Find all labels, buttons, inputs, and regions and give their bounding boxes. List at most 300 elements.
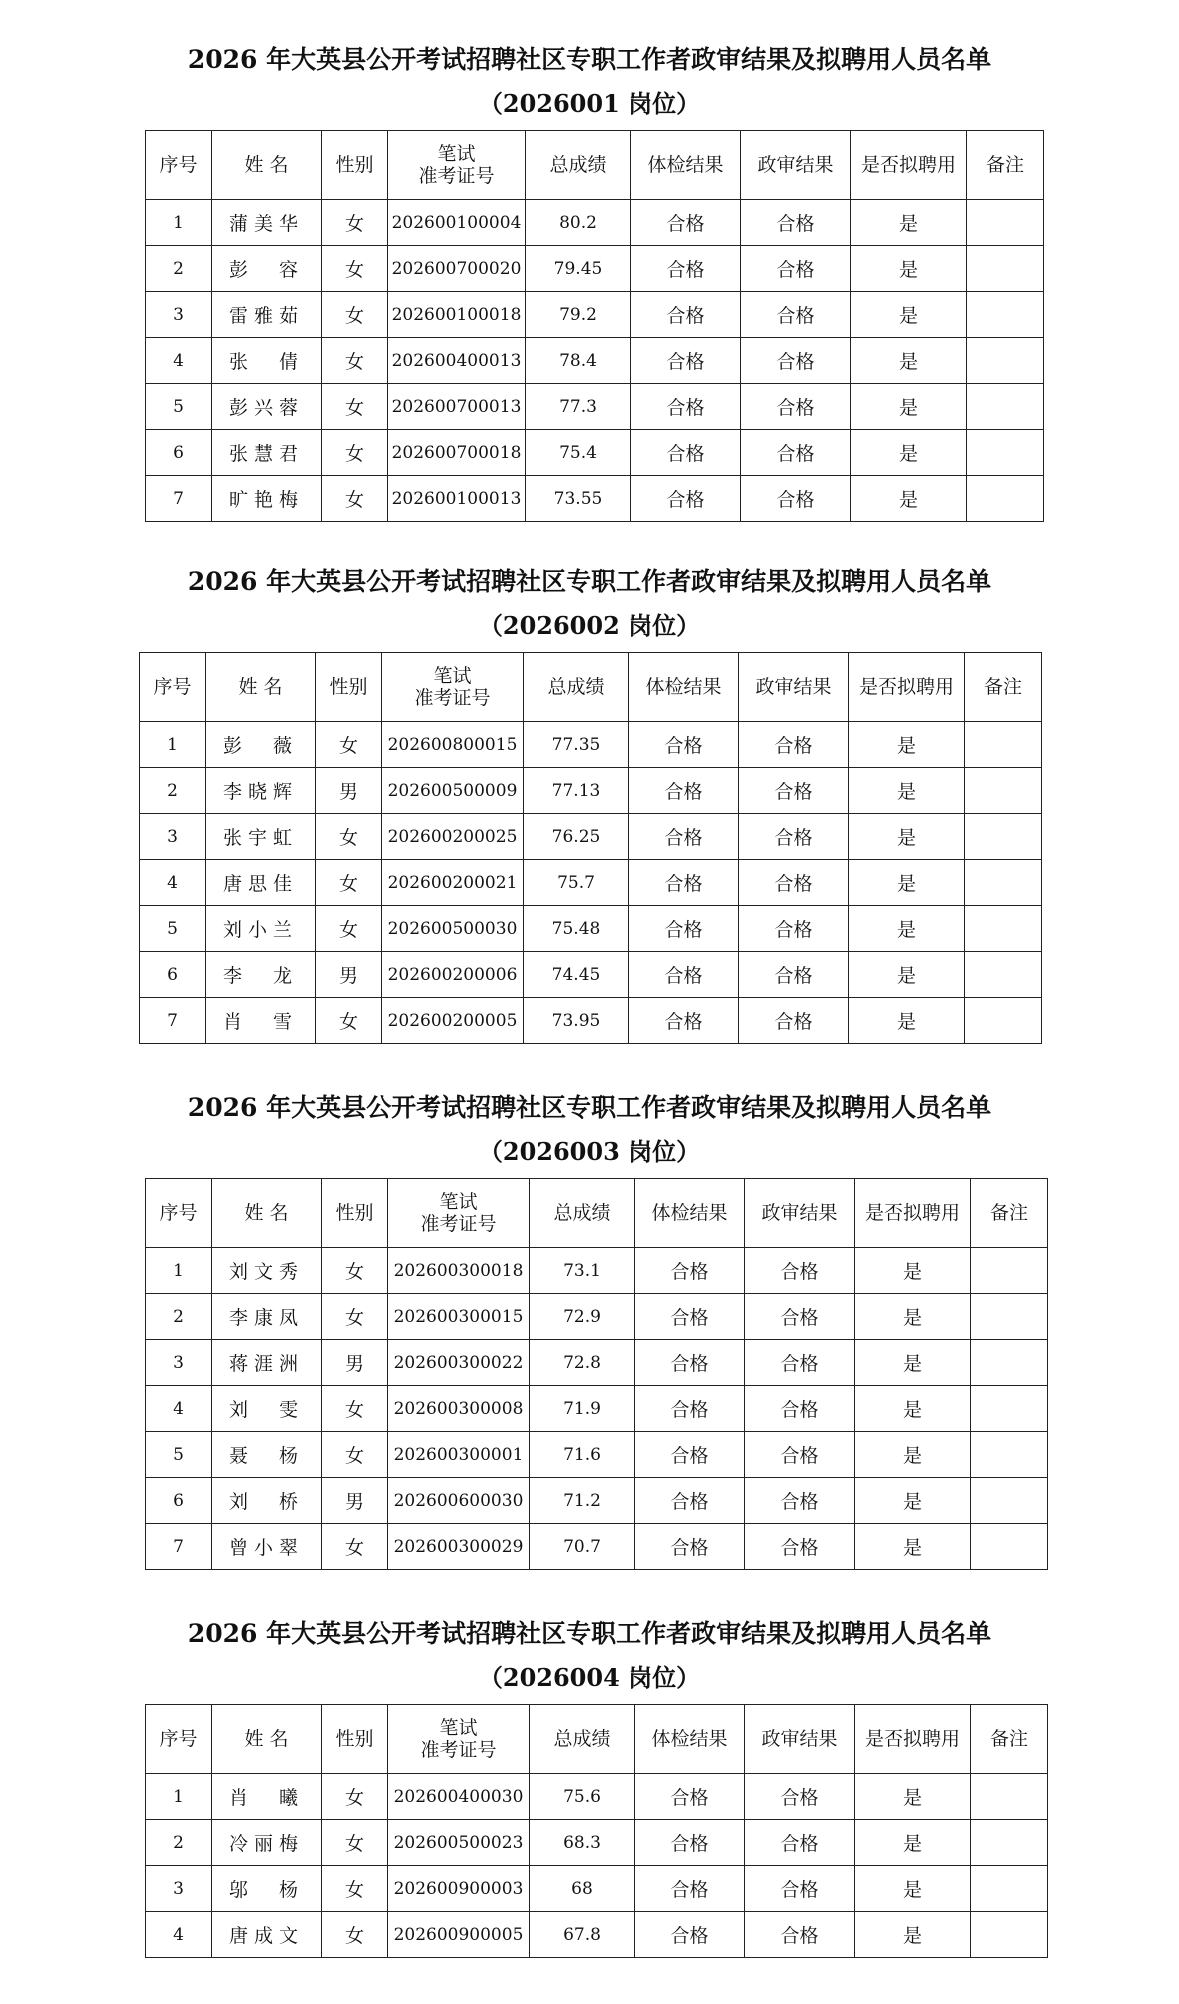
score-cell: 73.95 <box>524 998 629 1044</box>
header-seq: 序号 <box>146 1179 212 1248</box>
physical-result-cell: 合格 <box>631 246 741 292</box>
header-gender: 性别 <box>316 653 382 722</box>
header-seq: 序号 <box>146 1705 212 1774</box>
score-cell: 73.1 <box>530 1248 635 1294</box>
seq-cell: 2 <box>146 1820 212 1866</box>
section-subtitle: （2026002 岗位） <box>478 611 701 640</box>
name-cell: 刘 雯 <box>212 1386 322 1432</box>
header-exam-id <box>388 1705 530 1774</box>
name-cell: 蒲美华 <box>212 200 322 246</box>
physical-result-cell: 合格 <box>635 1912 745 1958</box>
header-name: 姓 名 <box>212 1179 322 1248</box>
seq-cell: 4 <box>146 338 212 384</box>
score-cell: 77.13 <box>524 768 629 814</box>
header-exam-id <box>382 653 524 722</box>
header-name: 姓 名 <box>206 653 316 722</box>
remark-cell <box>967 292 1044 338</box>
seq-cell: 2 <box>146 246 212 292</box>
physical-result-cell: 合格 <box>629 860 739 906</box>
table-row <box>140 906 1042 952</box>
score-cell: 72.9 <box>530 1294 635 1340</box>
header-score: 总成绩 <box>530 1179 635 1248</box>
header-gender: 性别 <box>322 1705 388 1774</box>
score-cell: 71.6 <box>530 1432 635 1478</box>
gender-cell: 女 <box>322 1774 388 1820</box>
header-political: 政审结果 <box>741 131 851 200</box>
results-table <box>139 652 1042 1044</box>
table-row <box>146 1478 1048 1524</box>
seq-cell: 5 <box>140 906 206 952</box>
political-result-cell: 合格 <box>739 814 849 860</box>
political-result-cell: 合格 <box>745 1248 855 1294</box>
score-cell: 67.8 <box>530 1912 635 1958</box>
physical-result-cell: 合格 <box>631 430 741 476</box>
physical-result-cell: 合格 <box>631 200 741 246</box>
physical-result-cell: 合格 <box>631 292 741 338</box>
gender-cell: 女 <box>322 338 388 384</box>
table-row <box>146 246 1044 292</box>
header-name: 姓 名 <box>212 131 322 200</box>
hire-cell: 是 <box>855 1386 971 1432</box>
table-row <box>146 384 1044 430</box>
hire-cell: 是 <box>849 906 965 952</box>
header-remark: 备注 <box>967 131 1044 200</box>
seq-cell: 2 <box>140 768 206 814</box>
hire-cell: 是 <box>851 200 967 246</box>
results-table <box>145 130 1044 522</box>
hire-cell: 是 <box>855 1340 971 1386</box>
physical-result-cell: 合格 <box>629 814 739 860</box>
name-cell: 邬 杨 <box>212 1866 322 1912</box>
table-row <box>140 860 1042 906</box>
score-cell: 75.7 <box>524 860 629 906</box>
hire-cell: 是 <box>855 1820 971 1866</box>
political-result-cell: 合格 <box>741 292 851 338</box>
hire-cell: 是 <box>849 860 965 906</box>
political-result-cell: 合格 <box>741 200 851 246</box>
gender-cell: 女 <box>322 246 388 292</box>
header-exam-line2: 准考证号 <box>420 1739 497 1761</box>
remark-cell <box>971 1866 1048 1912</box>
section-title: 2026 年大英县公开考试招聘社区专职工作者政审结果及拟聘用人员名单 <box>187 45 992 74</box>
physical-result-cell: 合格 <box>631 476 741 522</box>
exam-id-cell: 202600900005 <box>388 1912 530 1958</box>
header-remark: 备注 <box>971 1179 1048 1248</box>
physical-result-cell: 合格 <box>635 1524 745 1570</box>
gender-cell: 女 <box>322 1294 388 1340</box>
political-result-cell: 合格 <box>745 1524 855 1570</box>
physical-result-cell: 合格 <box>629 768 739 814</box>
exam-id-cell: 202600300029 <box>388 1524 530 1570</box>
exam-id-cell: 202600700020 <box>388 246 526 292</box>
name-cell: 雷雅茹 <box>212 292 322 338</box>
remark-cell <box>967 338 1044 384</box>
seq-cell: 1 <box>146 1248 212 1294</box>
remark-cell <box>971 1340 1048 1386</box>
header-row <box>140 653 1042 722</box>
score-cell: 77.3 <box>526 384 631 430</box>
table-row <box>140 722 1042 768</box>
political-result-cell: 合格 <box>745 1866 855 1912</box>
physical-result-cell: 合格 <box>629 722 739 768</box>
score-cell: 79.2 <box>526 292 631 338</box>
name-cell: 张 倩 <box>212 338 322 384</box>
table-row <box>146 1340 1048 1386</box>
header-exam-line1: 笔试 <box>439 1191 478 1213</box>
political-result-cell: 合格 <box>741 246 851 292</box>
physical-result-cell: 合格 <box>635 1478 745 1524</box>
header-political: 政审结果 <box>745 1179 855 1248</box>
physical-result-cell: 合格 <box>631 338 741 384</box>
header-score: 总成绩 <box>526 131 631 200</box>
section-title: 2026 年大英县公开考试招聘社区专职工作者政审结果及拟聘用人员名单 <box>187 1619 992 1648</box>
exam-id-cell: 202600700013 <box>388 384 526 430</box>
table-row <box>140 952 1042 998</box>
hire-cell: 是 <box>849 768 965 814</box>
section-subtitle: （2026003 岗位） <box>478 1137 701 1166</box>
score-cell: 71.2 <box>530 1478 635 1524</box>
remark-cell <box>971 1294 1048 1340</box>
header-score: 总成绩 <box>530 1705 635 1774</box>
hire-cell: 是 <box>849 814 965 860</box>
table-row <box>146 1524 1048 1570</box>
remark-cell <box>965 906 1042 952</box>
remark-cell <box>971 1820 1048 1866</box>
score-cell: 68 <box>530 1866 635 1912</box>
hire-cell: 是 <box>855 1248 971 1294</box>
header-physical: 体检结果 <box>629 653 739 722</box>
table-row <box>140 768 1042 814</box>
name-cell: 彭 容 <box>212 246 322 292</box>
results-table <box>145 1178 1048 1570</box>
table-row <box>146 1248 1048 1294</box>
table-row <box>146 200 1044 246</box>
gender-cell: 女 <box>322 430 388 476</box>
exam-id-cell: 202600100004 <box>388 200 526 246</box>
remark-cell <box>971 1912 1048 1958</box>
header-gender: 性别 <box>322 1179 388 1248</box>
physical-result-cell: 合格 <box>635 1774 745 1820</box>
remark-cell <box>971 1432 1048 1478</box>
results-table <box>145 1704 1048 1958</box>
score-cell: 72.8 <box>530 1340 635 1386</box>
name-cell: 肖 雪 <box>206 998 316 1044</box>
remark-cell <box>965 722 1042 768</box>
seq-cell: 6 <box>146 1478 212 1524</box>
header-gender: 性别 <box>322 131 388 200</box>
name-cell: 彭 薇 <box>206 722 316 768</box>
physical-result-cell: 合格 <box>629 952 739 998</box>
political-result-cell: 合格 <box>745 1912 855 1958</box>
exam-id-cell: 202600300001 <box>388 1432 530 1478</box>
political-result-cell: 合格 <box>745 1774 855 1820</box>
remark-cell <box>965 860 1042 906</box>
score-cell: 79.45 <box>526 246 631 292</box>
name-cell: 刘文秀 <box>212 1248 322 1294</box>
seq-cell: 7 <box>146 476 212 522</box>
hire-cell: 是 <box>849 998 965 1044</box>
seq-cell: 2 <box>146 1294 212 1340</box>
header-exam-line1: 笔试 <box>439 1717 478 1739</box>
header-seq: 序号 <box>146 131 212 200</box>
remark-cell <box>971 1386 1048 1432</box>
hire-cell: 是 <box>851 338 967 384</box>
section-subtitle: （2026004 岗位） <box>478 1663 701 1692</box>
exam-id-cell: 202600300022 <box>388 1340 530 1386</box>
score-cell: 71.9 <box>530 1386 635 1432</box>
score-cell: 75.4 <box>526 430 631 476</box>
name-cell: 冷丽梅 <box>212 1820 322 1866</box>
remark-cell <box>971 1774 1048 1820</box>
hire-cell: 是 <box>855 1524 971 1570</box>
name-cell: 张宇虹 <box>206 814 316 860</box>
header-physical: 体检结果 <box>631 131 741 200</box>
exam-id-cell: 202600500009 <box>382 768 524 814</box>
hire-cell: 是 <box>851 430 967 476</box>
physical-result-cell: 合格 <box>629 906 739 952</box>
seq-cell: 4 <box>140 860 206 906</box>
gender-cell: 女 <box>316 998 382 1044</box>
name-cell: 唐成文 <box>212 1912 322 1958</box>
exam-id-cell: 202600400030 <box>388 1774 530 1820</box>
header-hire: 是否拟聘用 <box>855 1705 971 1774</box>
political-result-cell: 合格 <box>745 1340 855 1386</box>
score-cell: 78.4 <box>526 338 631 384</box>
header-exam-line1: 笔试 <box>437 143 476 165</box>
hire-cell: 是 <box>855 1774 971 1820</box>
table-row <box>146 1820 1048 1866</box>
gender-cell: 女 <box>322 292 388 338</box>
gender-cell: 女 <box>322 1866 388 1912</box>
gender-cell: 男 <box>316 768 382 814</box>
physical-result-cell: 合格 <box>635 1340 745 1386</box>
political-result-cell: 合格 <box>739 722 849 768</box>
hire-cell: 是 <box>851 292 967 338</box>
physical-result-cell: 合格 <box>629 998 739 1044</box>
physical-result-cell: 合格 <box>635 1432 745 1478</box>
header-exam-line1: 笔试 <box>433 665 472 687</box>
gender-cell: 女 <box>322 1524 388 1570</box>
gender-cell: 男 <box>316 952 382 998</box>
exam-id-cell: 202600500030 <box>382 906 524 952</box>
score-cell: 74.45 <box>524 952 629 998</box>
seq-cell: 3 <box>146 292 212 338</box>
header-physical: 体检结果 <box>635 1179 745 1248</box>
political-result-cell: 合格 <box>739 906 849 952</box>
gender-cell: 女 <box>322 200 388 246</box>
table-row <box>146 292 1044 338</box>
header-row <box>146 1179 1048 1248</box>
table-row <box>146 1432 1048 1478</box>
header-hire: 是否拟聘用 <box>855 1179 971 1248</box>
political-result-cell: 合格 <box>741 338 851 384</box>
score-cell: 68.3 <box>530 1820 635 1866</box>
seq-cell: 1 <box>146 1774 212 1820</box>
remark-cell <box>965 814 1042 860</box>
header-exam-id <box>388 1179 530 1248</box>
remark-cell <box>971 1478 1048 1524</box>
political-result-cell: 合格 <box>739 768 849 814</box>
remark-cell <box>967 430 1044 476</box>
exam-id-cell: 202600800015 <box>382 722 524 768</box>
seq-cell: 7 <box>146 1524 212 1570</box>
section-subtitle: （2026001 岗位） <box>478 89 701 118</box>
gender-cell: 男 <box>322 1340 388 1386</box>
seq-cell: 4 <box>146 1912 212 1958</box>
table-row <box>146 1774 1048 1820</box>
remark-cell <box>965 768 1042 814</box>
exam-id-cell: 202600600030 <box>388 1478 530 1524</box>
remark-cell <box>967 384 1044 430</box>
political-result-cell: 合格 <box>741 430 851 476</box>
gender-cell: 女 <box>322 1432 388 1478</box>
seq-cell: 5 <box>146 1432 212 1478</box>
exam-id-cell: 202600300015 <box>388 1294 530 1340</box>
gender-cell: 女 <box>316 722 382 768</box>
political-result-cell: 合格 <box>739 998 849 1044</box>
table-row <box>146 1912 1048 1958</box>
seq-cell: 5 <box>146 384 212 430</box>
name-cell: 刘 桥 <box>212 1478 322 1524</box>
table-row <box>146 1294 1048 1340</box>
political-result-cell: 合格 <box>745 1432 855 1478</box>
header-exam-line2: 准考证号 <box>414 687 491 709</box>
name-cell: 李晓辉 <box>206 768 316 814</box>
table-row <box>146 338 1044 384</box>
name-cell: 李 龙 <box>206 952 316 998</box>
seq-cell: 3 <box>146 1340 212 1386</box>
name-cell: 曾小翠 <box>212 1524 322 1570</box>
header-political: 政审结果 <box>745 1705 855 1774</box>
header-hire: 是否拟聘用 <box>851 131 967 200</box>
exam-id-cell: 202600200005 <box>382 998 524 1044</box>
gender-cell: 女 <box>322 476 388 522</box>
political-result-cell: 合格 <box>745 1820 855 1866</box>
political-result-cell: 合格 <box>745 1478 855 1524</box>
seq-cell: 4 <box>146 1386 212 1432</box>
gender-cell: 男 <box>322 1478 388 1524</box>
hire-cell: 是 <box>851 476 967 522</box>
score-cell: 80.2 <box>526 200 631 246</box>
hire-cell: 是 <box>851 246 967 292</box>
political-result-cell: 合格 <box>739 952 849 998</box>
header-remark: 备注 <box>971 1705 1048 1774</box>
remark-cell <box>965 952 1042 998</box>
header-hire: 是否拟聘用 <box>849 653 965 722</box>
political-result-cell: 合格 <box>741 476 851 522</box>
score-cell: 77.35 <box>524 722 629 768</box>
header-remark: 备注 <box>965 653 1042 722</box>
exam-id-cell: 202600500023 <box>388 1820 530 1866</box>
gender-cell: 女 <box>316 814 382 860</box>
name-cell: 李康凤 <box>212 1294 322 1340</box>
hire-cell: 是 <box>855 1294 971 1340</box>
name-cell: 蒋涯洲 <box>212 1340 322 1386</box>
physical-result-cell: 合格 <box>635 1248 745 1294</box>
name-cell: 张慧君 <box>212 430 322 476</box>
name-cell: 聂 杨 <box>212 1432 322 1478</box>
seq-cell: 6 <box>140 952 206 998</box>
hire-cell: 是 <box>851 384 967 430</box>
political-result-cell: 合格 <box>741 384 851 430</box>
name-cell: 刘小兰 <box>206 906 316 952</box>
header-exam-line2: 准考证号 <box>418 165 495 187</box>
name-cell: 唐思佳 <box>206 860 316 906</box>
table-row <box>146 430 1044 476</box>
gender-cell: 女 <box>322 384 388 430</box>
header-seq: 序号 <box>140 653 206 722</box>
gender-cell: 女 <box>322 1248 388 1294</box>
header-exam-id <box>388 131 526 200</box>
gender-cell: 女 <box>322 1386 388 1432</box>
exam-id-cell: 202600300018 <box>388 1248 530 1294</box>
exam-id-cell: 202600200006 <box>382 952 524 998</box>
political-result-cell: 合格 <box>739 860 849 906</box>
exam-id-cell: 202600200021 <box>382 860 524 906</box>
remark-cell <box>967 476 1044 522</box>
table-row <box>146 1386 1048 1432</box>
header-row <box>146 1705 1048 1774</box>
exam-id-cell: 202600100013 <box>388 476 526 522</box>
gender-cell: 女 <box>316 860 382 906</box>
hire-cell: 是 <box>855 1432 971 1478</box>
exam-id-cell: 202600300008 <box>388 1386 530 1432</box>
seq-cell: 1 <box>140 722 206 768</box>
exam-id-cell: 202600200025 <box>382 814 524 860</box>
physical-result-cell: 合格 <box>635 1820 745 1866</box>
header-exam-line2: 准考证号 <box>420 1213 497 1235</box>
physical-result-cell: 合格 <box>635 1386 745 1432</box>
score-cell: 75.48 <box>524 906 629 952</box>
seq-cell: 7 <box>140 998 206 1044</box>
seq-cell: 6 <box>146 430 212 476</box>
seq-cell: 3 <box>140 814 206 860</box>
table-row <box>146 1866 1048 1912</box>
remark-cell <box>971 1248 1048 1294</box>
remark-cell <box>967 246 1044 292</box>
score-cell: 75.6 <box>530 1774 635 1820</box>
name-cell: 旷艳梅 <box>212 476 322 522</box>
exam-id-cell: 202600700018 <box>388 430 526 476</box>
physical-result-cell: 合格 <box>635 1866 745 1912</box>
header-name: 姓 名 <box>212 1705 322 1774</box>
header-political: 政审结果 <box>739 653 849 722</box>
score-cell: 73.55 <box>526 476 631 522</box>
table-row <box>140 998 1042 1044</box>
gender-cell: 女 <box>322 1820 388 1866</box>
remark-cell <box>971 1524 1048 1570</box>
seq-cell: 1 <box>146 200 212 246</box>
hire-cell: 是 <box>849 722 965 768</box>
remark-cell <box>965 998 1042 1044</box>
score-cell: 70.7 <box>530 1524 635 1570</box>
name-cell: 彭兴蓉 <box>212 384 322 430</box>
exam-id-cell: 202600900003 <box>388 1866 530 1912</box>
exam-id-cell: 202600400013 <box>388 338 526 384</box>
header-row <box>146 131 1044 200</box>
exam-id-cell: 202600100018 <box>388 292 526 338</box>
remark-cell <box>967 200 1044 246</box>
table-row <box>146 476 1044 522</box>
gender-cell: 女 <box>322 1912 388 1958</box>
physical-result-cell: 合格 <box>635 1294 745 1340</box>
section-title: 2026 年大英县公开考试招聘社区专职工作者政审结果及拟聘用人员名单 <box>187 567 992 596</box>
score-cell: 76.25 <box>524 814 629 860</box>
hire-cell: 是 <box>855 1866 971 1912</box>
name-cell: 肖 曦 <box>212 1774 322 1820</box>
hire-cell: 是 <box>855 1912 971 1958</box>
political-result-cell: 合格 <box>745 1386 855 1432</box>
